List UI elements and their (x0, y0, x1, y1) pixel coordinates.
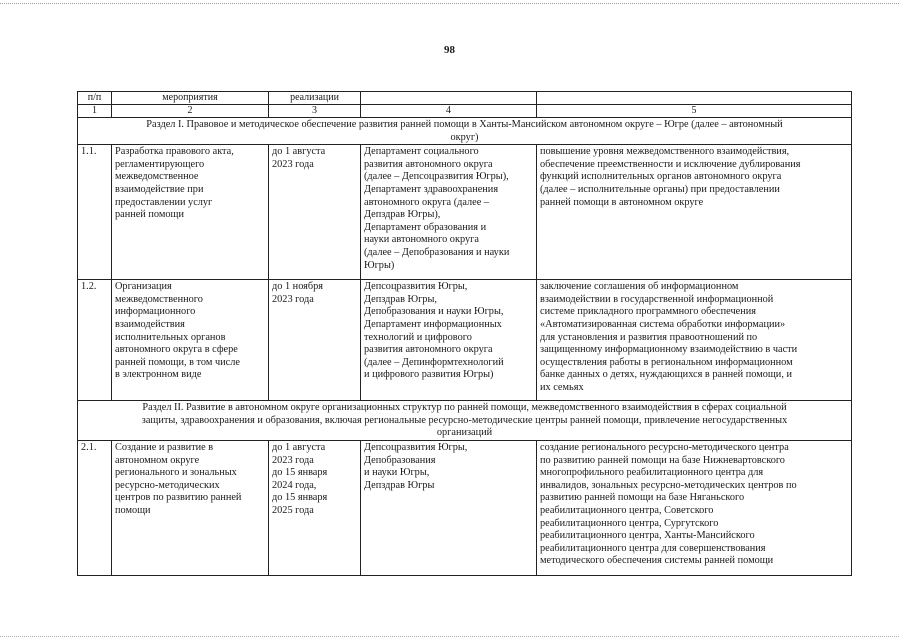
responsible-cell: Депсоцразвития Югры, Депздрав Югры, Депобразования и науки Югры, Департамент информационных технологий и цифрового развития автономного округа (далее – Депинформтехнологий и цифрового развития Югры) (361, 280, 537, 401)
result-cell: повышение уровня межведомственного взаимодействия, обеспечение преемственности и исключение дублирования функций исполнительных органов автономного округа (далее – исполнительные органы) при предоставлении ранней помощи в автономном округе (537, 145, 852, 280)
header-deadline: реализации (269, 92, 361, 105)
table-row (78, 440, 852, 575)
column-number: 3 (269, 105, 361, 118)
column-number: 5 (537, 105, 852, 118)
section-title: Раздел II. Развитие в автономном округе организационных структур по ранней помощи, межведомственного взаимодействия в сферах социальной защиты, здравоохранения и образования, включая региональные ресурсно-методические центры ранней помощи, привлечение негосударственных организаций (78, 401, 852, 441)
header-responsible (361, 92, 537, 105)
result-cell: заключение соглашения об информационном взаимодействии в государственной информационной системе прикладного программного обеспечения «Автоматизированная система обработки информации» для установления и развития правоотношений по защищенному информационному взаимодействию в части осуществления работы в региональном информационном банке данных о детях, нуждающихся в ранней помощи, и их семьях (537, 280, 852, 401)
section-header-1 (78, 118, 852, 145)
section-header-2 (78, 401, 852, 441)
table-row (78, 280, 852, 401)
result-cell: создание регионального ресурсно-методического центра по развитию ранней помощи на базе Нижневартовского многопрофильного реабилитационного центра для инвалидов, зональных ресурсно-методических центров по развитию ранней помощи на базе Няганьского реабилитационного центра, Советского реабилитационного центра, Сургутского реабилитационного центра, Ханты-Мансийского реабилитационного центра для совершенствования методического обеспечения системы ранней помощи (537, 440, 852, 575)
deadline-cell: до 1 августа 2023 года (269, 145, 361, 280)
column-number: 2 (112, 105, 269, 118)
column-numbers-row (78, 105, 852, 118)
header-result (537, 92, 852, 105)
activities-table (77, 91, 852, 576)
table-row (78, 145, 852, 280)
row-number: 1.1. (78, 145, 112, 280)
row-number: 2.1. (78, 440, 112, 575)
header-activity: мероприятия (112, 92, 269, 105)
activity-cell: Создание и развитие в автономном округе регионального и зональных ресурсно-методических центров по развитию ранней помощи (112, 440, 269, 575)
responsible-cell: Департамент социального развития автономного округа (далее – Депсоцразвития Югры), Департамент здравоохранения автономного округа (далее – Депздрав Югры), Департамент образования и науки автономного округа (далее – Депобразования и науки Югры) (361, 145, 537, 280)
deadline-cell: до 1 ноября 2023 года (269, 280, 361, 401)
activity-cell: Организация межведомственного информационного взаимодействия исполнительных органов автономного округа в сфере ранней помощи, в том числе в электронном виде (112, 280, 269, 401)
scan-edge-bottom (0, 636, 899, 637)
scan-edge-top (0, 3, 899, 4)
section-title: Раздел I. Правовое и методическое обеспечение развития ранней помощи в Ханты-Мансийском автономном округе – Югре (далее – автономный округ) (78, 118, 852, 145)
column-number: 4 (361, 105, 537, 118)
page-number: 98 (444, 44, 455, 56)
responsible-cell: Депсоцразвития Югры, Депобразования и науки Югры, Депздрав Югры (361, 440, 537, 575)
deadline-cell: до 1 августа 2023 года до 15 января 2024 года, до 15 января 2025 года (269, 440, 361, 575)
table-header-row (78, 92, 852, 105)
column-number: 1 (78, 105, 112, 118)
row-number: 1.2. (78, 280, 112, 401)
header-number: п/п (78, 92, 112, 105)
activity-cell: Разработка правового акта, регламентирующего межведомственное взаимодействие при предоставлении услуг ранней помощи (112, 145, 269, 280)
